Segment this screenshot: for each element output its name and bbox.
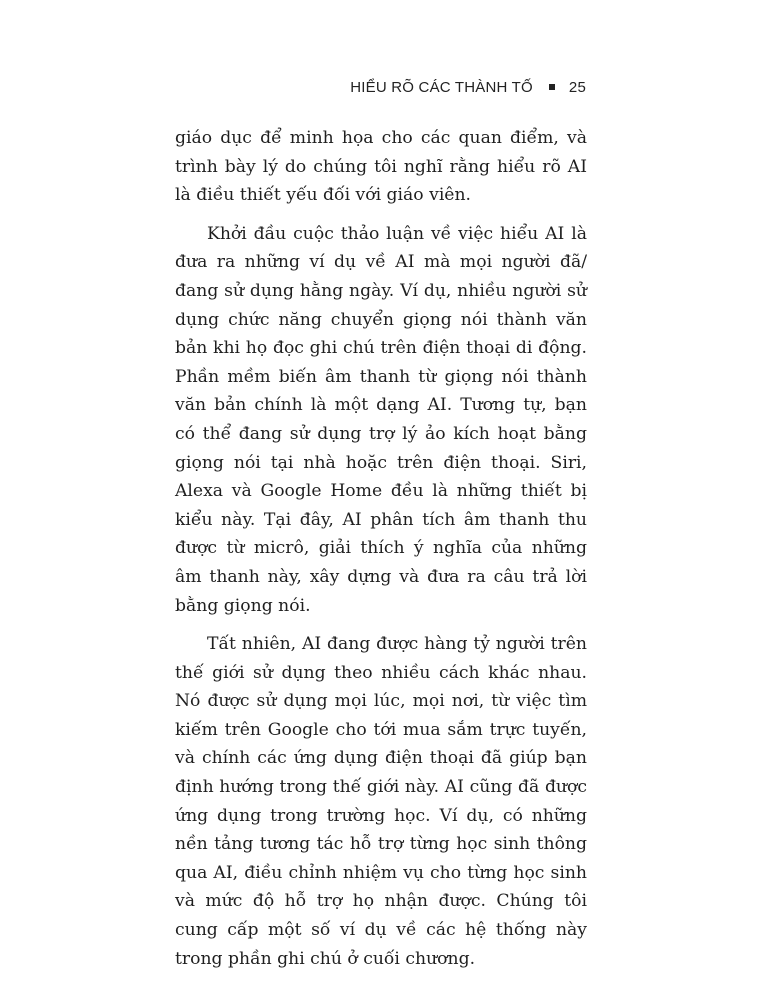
paragraph: Tất nhiên, AI đang được hàng tỷ người trên thế giới sử dụng theo nhiều cách khác nhau. Nó được sử dụng mọi lúc, mọi nơi, từ việc tìm kiếm trên Google cho tới mua sắm trực tuyến, và chính các ứng dụng điện thoại đã giúp bạn định hướng trong thế giới này. AI cũng đã được ứng dụng trong trường học. Ví dụ, có những nền tảng tương tác hỗ trợ từng học sinh thông qua AI, điều chỉnh nhiệm vụ cho từng học sinh và mức độ hỗ trợ họ nhận được. Chúng tôi cung cấp một số ví dụ về các hệ thống này trong phần ghi chú ở cuối chương. <box>175 634 587 969</box>
running-header <box>350 76 586 98</box>
chapter-title: HIỂU RÕ CÁC THÀNH TỐ <box>350 78 533 96</box>
body-text <box>175 124 587 983</box>
paragraph-continued: giáo dục để minh họa cho các quan điểm, và trình bày lý do chúng tôi nghĩ rằng hiểu rõ AI là điều thiết yếu đối với giáo viên. <box>175 128 587 206</box>
page-number: 25 <box>568 78 586 96</box>
paragraph: Khởi đầu cuộc thảo luận về việc hiểu AI là đưa ra những ví dụ về AI mà mọi người đã/đang sử dụng hằng ngày. Ví dụ, nhiều người sử dụng chức năng chuyển giọng nói thành văn bản khi họ đọc ghi chú trên điện thoại di động. Phần mềm biến âm thanh từ giọng nói thành văn bản chính là một dạng AI. Tương tự, bạn có thể đang sử dụng trợ lý ảo kích hoạt bằng giọng nói tại nhà hoặc trên điện thoại. Siri, Alexa và Google Home đều là những thiết bị kiểu này. Tại đây, AI phân tích âm thanh thu được từ micrô, giải thích ý nghĩa của những âm thanh này, xây dựng và đưa ra câu trả lời bằng giọng nói. <box>175 223 587 616</box>
square-bullet-icon <box>549 84 555 90</box>
